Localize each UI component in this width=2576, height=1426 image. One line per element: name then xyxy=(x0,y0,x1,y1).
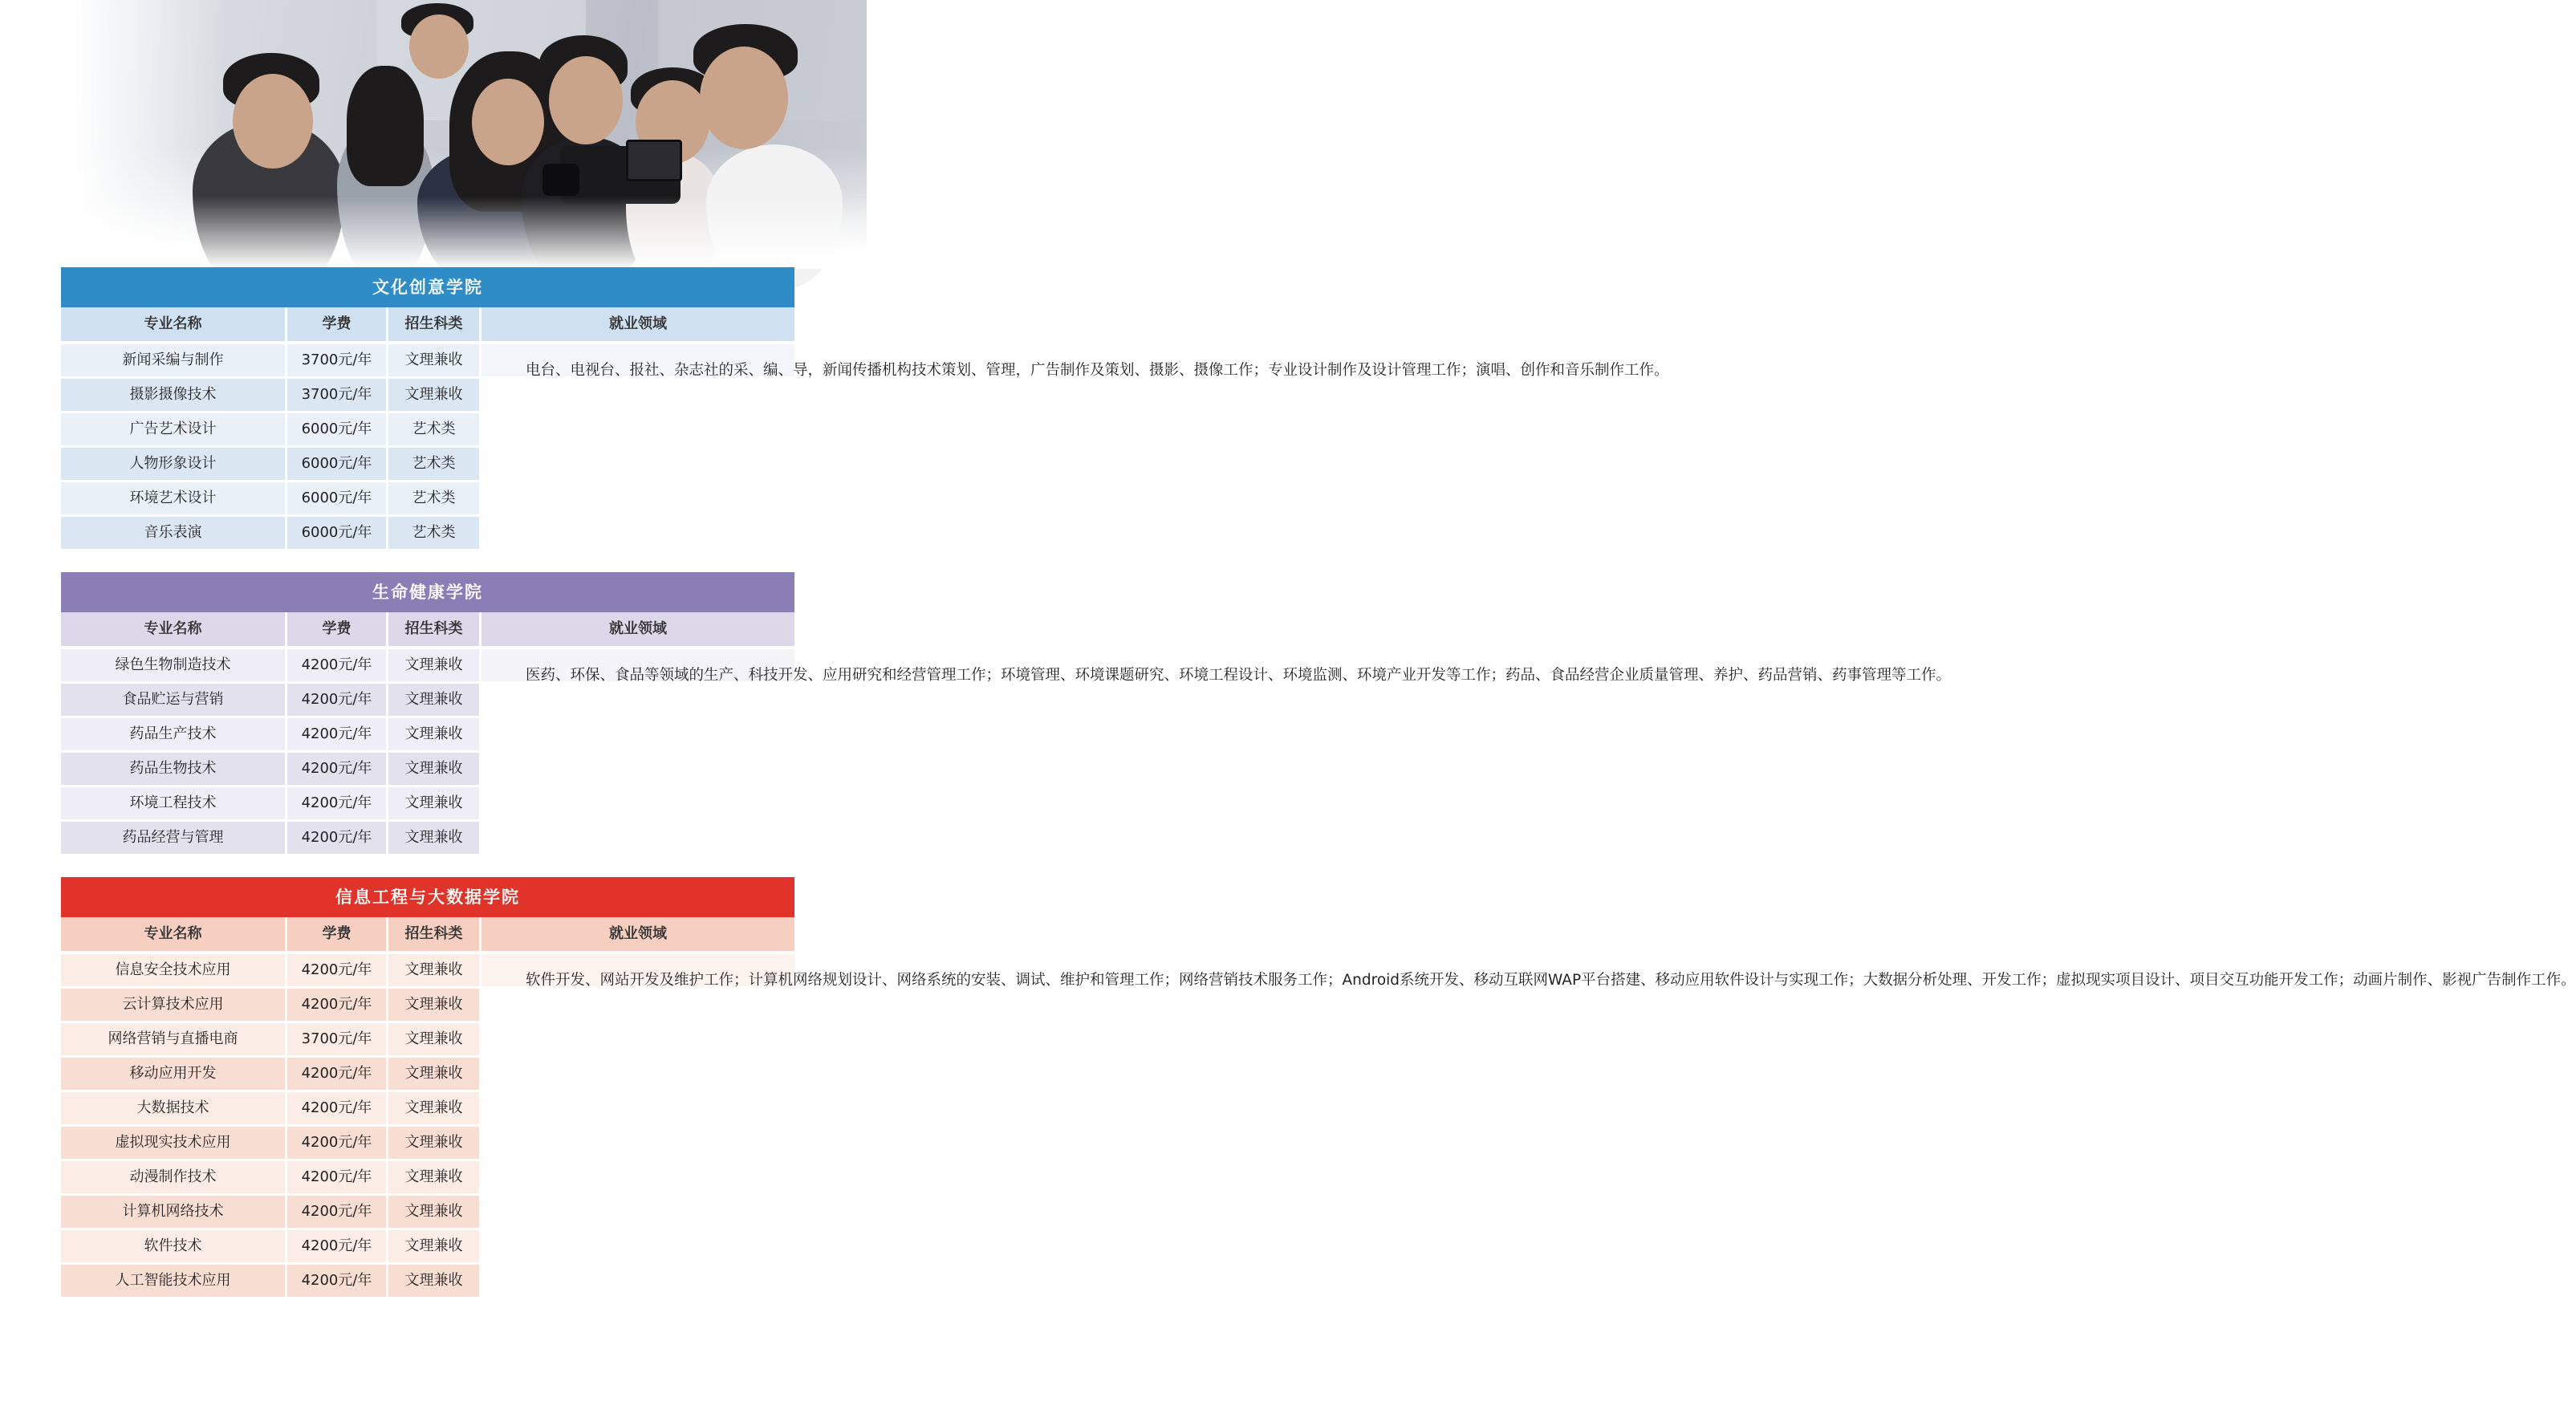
major-category: 艺术类 xyxy=(388,517,479,549)
face-shape xyxy=(700,47,788,149)
major-fee: 4200元/年 xyxy=(287,1230,386,1262)
major-fee: 6000元/年 xyxy=(287,517,386,549)
major-name: 食品贮运与营销 xyxy=(61,684,285,716)
major-category: 文理兼收 xyxy=(388,1092,479,1124)
major-name: 网络营销与直播电商 xyxy=(61,1023,285,1055)
major-name: 药品生产技术 xyxy=(61,718,285,750)
employment-text: 电台、电视台、报社、杂志社的采、编、导，新闻传播机构技术策划、管理，广告制作及策划、摄影、摄像工作；专业设计制作及设计管理工作；演唱、创作和音乐制作工作。 xyxy=(481,344,794,376)
major-fee: 4200元/年 xyxy=(287,1196,386,1228)
major-fee: 4200元/年 xyxy=(287,753,386,785)
face-shape xyxy=(233,74,313,169)
major-category: 艺术类 xyxy=(388,482,479,514)
major-name: 计算机网络技术 xyxy=(61,1196,285,1228)
face-shape xyxy=(472,79,544,165)
college-title: 信息工程与大数据学院 xyxy=(61,877,794,917)
major-fee: 3700元/年 xyxy=(287,1023,386,1055)
major-fee: 4200元/年 xyxy=(287,1127,386,1159)
major-category: 文理兼收 xyxy=(388,684,479,716)
hero-photo xyxy=(0,0,867,269)
major-category: 文理兼收 xyxy=(388,718,479,750)
major-fee: 3700元/年 xyxy=(287,344,386,376)
face-shape xyxy=(409,14,469,79)
video-camera-icon xyxy=(560,146,681,204)
major-category: 文理兼收 xyxy=(388,1161,479,1193)
major-category: 文理兼收 xyxy=(388,822,479,854)
major-category: 文理兼收 xyxy=(388,379,479,411)
major-name: 人物形象设计 xyxy=(61,448,285,480)
major-category: 文理兼收 xyxy=(388,1058,479,1090)
major-name: 绿色生物制造技术 xyxy=(61,649,285,681)
majors-table xyxy=(61,612,1952,856)
major-category: 艺术类 xyxy=(388,413,479,445)
major-name: 虚拟现实技术应用 xyxy=(61,1127,285,1159)
major-name: 环境工程技术 xyxy=(61,787,285,819)
major-category: 文理兼收 xyxy=(388,753,479,785)
major-category: 文理兼收 xyxy=(388,1265,479,1297)
major-category: 文理兼收 xyxy=(388,787,479,819)
major-fee: 6000元/年 xyxy=(287,413,386,445)
major-category: 文理兼收 xyxy=(388,1127,479,1159)
major-fee: 4200元/年 xyxy=(287,718,386,750)
major-fee: 6000元/年 xyxy=(287,448,386,480)
major-name: 动漫制作技术 xyxy=(61,1161,285,1193)
hair-shape xyxy=(347,66,424,186)
header-category: 招生科类 xyxy=(388,307,479,341)
college-section-info xyxy=(61,877,2576,1299)
major-fee: 4200元/年 xyxy=(287,822,386,854)
employment-text: 医药、环保、食品等领域的生产、科技开发、应用研究和经营管理工作；环境管理、环境课题研究、环境工程设计、环境监测、环境产业开发等工作；药品、食品经营企业质量管理、养护、药品营销、药事管理等工作。 xyxy=(481,649,794,681)
face-shape xyxy=(549,56,623,144)
major-fee: 4200元/年 xyxy=(287,684,386,716)
major-fee: 4200元/年 xyxy=(287,1092,386,1124)
header-fee: 学费 xyxy=(287,917,386,951)
major-category: 文理兼收 xyxy=(388,989,479,1021)
major-name: 广告艺术设计 xyxy=(61,413,285,445)
majors-table xyxy=(61,307,1669,551)
major-name: 新闻采编与制作 xyxy=(61,344,285,376)
header-fee: 学费 xyxy=(287,307,386,341)
major-fee: 4200元/年 xyxy=(287,989,386,1021)
header-employment: 就业领域 xyxy=(481,917,794,951)
college-title: 生命健康学院 xyxy=(61,572,794,612)
major-category: 艺术类 xyxy=(388,448,479,480)
major-name: 药品经营与管理 xyxy=(61,822,285,854)
major-fee: 4200元/年 xyxy=(287,787,386,819)
header-major: 专业名称 xyxy=(61,307,285,341)
major-fee: 3700元/年 xyxy=(287,379,386,411)
major-name: 信息安全技术应用 xyxy=(61,954,285,986)
major-category: 文理兼收 xyxy=(388,954,479,986)
header-employment: 就业领域 xyxy=(481,307,794,341)
major-category: 文理兼收 xyxy=(388,649,479,681)
major-fee: 4200元/年 xyxy=(287,1265,386,1297)
major-name: 环境艺术设计 xyxy=(61,482,285,514)
header-category: 招生科类 xyxy=(388,612,479,646)
major-fee: 4200元/年 xyxy=(287,1161,386,1193)
major-name: 药品生物技术 xyxy=(61,753,285,785)
major-category: 文理兼收 xyxy=(388,1230,479,1262)
college-section-culture xyxy=(61,267,1669,551)
major-name: 云计算技术应用 xyxy=(61,989,285,1021)
major-fee: 4200元/年 xyxy=(287,649,386,681)
header-major: 专业名称 xyxy=(61,612,285,646)
college-section-health xyxy=(61,572,1952,856)
majors-table xyxy=(61,917,2576,1299)
major-name: 移动应用开发 xyxy=(61,1058,285,1090)
major-fee: 4200元/年 xyxy=(287,1058,386,1090)
header-employment: 就业领域 xyxy=(481,612,794,646)
major-category: 文理兼收 xyxy=(388,344,479,376)
major-category: 文理兼收 xyxy=(388,1196,479,1228)
major-fee: 6000元/年 xyxy=(287,482,386,514)
college-title: 文化创意学院 xyxy=(61,267,794,307)
header-category: 招生科类 xyxy=(388,917,479,951)
major-name: 摄影摄像技术 xyxy=(61,379,285,411)
header-fee: 学费 xyxy=(287,612,386,646)
employment-text: 软件开发、网站开发及维护工作；计算机网络规划设计、网络系统的安装、调试、维护和管理工作；网络营销技术服务工作；Android系统开发、移动互联网WAP平台搭建、移动应用软件设计与实现工作；大数据分析处理、开发工作；虚拟现实项目设计、项目交互功能开发工作；动画片制作、影视广告制作工作。 xyxy=(481,954,794,986)
major-name: 音乐表演 xyxy=(61,517,285,549)
major-name: 软件技术 xyxy=(61,1230,285,1262)
major-category: 文理兼收 xyxy=(388,1023,479,1055)
major-name: 人工智能技术应用 xyxy=(61,1265,285,1297)
major-fee: 4200元/年 xyxy=(287,954,386,986)
major-name: 大数据技术 xyxy=(61,1092,285,1124)
header-major: 专业名称 xyxy=(61,917,285,951)
